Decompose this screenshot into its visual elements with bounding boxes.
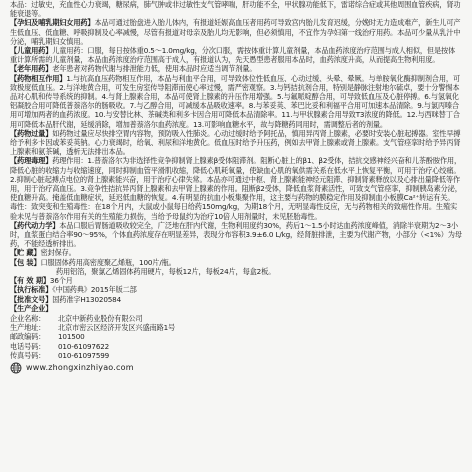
validity-value: 36个月 [49, 276, 73, 286]
standard-section [10, 285, 462, 294]
packaging-section [10, 258, 462, 276]
interactions-section [10, 74, 462, 129]
storage-value: 密封保存。 [40, 248, 76, 258]
pregnancy-text: 本品可通过胎盘进入胎儿体内，有报道妊娠高血压者用药可导致宫内胎儿发育迟缓，分娩时无力造成难产，新生儿可产生低血压、低血糖、呼吸抑制及心率减慢，尽管有报道对母亲及胎儿均无影响，但必须慎用，不宜作为孕妇第一线治疗用药。本品可少量从乳汁中分泌，哺乳期妇女慎用。 [10, 18, 461, 46]
storage-label: 【贮 藏】 [10, 248, 41, 258]
children-text: 儿童用药：口服，每日按体重0.5～1.0mg/kg，分次口服，需按体重计算儿童剂量，本品血药浓度治疗范围与成人相似，但是按体重计算所需的儿童剂量，本品血药浓度治疗范围高于成人，有报道认为，先天愚型患者服用本品时，血药浓度升高，从而提高生物利用度。 [10, 46, 456, 65]
phone-value: 010-61097622 [58, 341, 110, 351]
phone-key: 电话号码： [10, 341, 46, 351]
postcode-key: 邮政编码： [10, 332, 46, 342]
elderly-text: 老年患者对药物代谢与排泄能力低，使用本品时应适当调节剂量。 [52, 64, 257, 74]
toxicity-section [10, 202, 462, 220]
website-link[interactable]: www.zhongxinzhiyao.com [26, 363, 134, 373]
overdose-text: 如药物过量应尽快排空胃内容物，预防吸入性肺炎。心动过缓时给予阿托品，慎用异丙肾上腺素，必要时安装心脏起搏器。室性早搏给予利多卡因或苯妥英钠。心力衰竭时，给氧、利尿和洋地黄化。低血压时给予升压药，例如去甲肾上腺素或肾上腺素。支气管痉挛时给予异丙肾上腺素和氨茶碱，透析无法排出本品。 [10, 128, 461, 157]
pharmacology-section [10, 156, 462, 202]
packaging-value: 口服固体药用高密度聚乙烯瓶，100片/瓶。 [40, 257, 176, 267]
interactions-text: 1.与抗高血压药物相互作用，本品与利血平合用，可导致体位性低血压、心动过缓、头晕、晕厥。与单胺氧化酶抑制剂合用，可致极度低血压。2.与洋地黄合用，可发生房室传导阻滞而使心率过慢，需严密观察。3.与钙拮抗剂合用，特别是静脉注射地尔硫卓，要十分警惕本品对心肌和传导系统的抑制。4.与肾上腺素合用，本品可使肾上腺素的升压作用增强。5.与氟哌啶醇合用，可导致低血压及心脏停搏。6.与氢氧化铝凝胶合用可降低普萘洛尔的肠吸收。7.与乙醇合用，可减缓本品吸收速率。8.与苯妥英、苯巴比妥和利福平合用可加速本品清除。9.与氯丙嗪合用可增加两者的血药浓度。10.与安替比林、茶碱类和利多卡因合用可降低本品清除率。11.与甲状腺素合用导致T3浓度的降低。12.与西咪替丁合用可降低本品肝代谢，延缓消除，增加普萘洛尔血药浓度。13.可影响血糖水平，故与降糖药同用时，需调整后者的剂量。 [10, 73, 460, 129]
pharmacology-label: 【药理毒理】 [10, 156, 53, 166]
packaging-value-2: 药用铝箔，聚氯乙烯固体药用硬片，每板12片，每板24片，每盒2板。 [56, 266, 276, 276]
standard-label: 【执行标准】 [10, 285, 53, 295]
overdose-label: 【药物过量】 [10, 128, 53, 138]
address-row [10, 323, 462, 332]
toxicity-text: 毒性：致突变和生殖毒性：在18个月内，大鼠或小鼠每日给药150mg/kg，为期18个月，无明显毒性反应，无与药物相关的致癌性作用。生殖实验未见与普萘洛尔作用有关的生殖能力损伤，当给予母鼠约为治疗10倍人用剂量时，未见胚胎毒性。 [10, 202, 458, 221]
elderly-label: 【老年用药】 [10, 64, 53, 74]
intro-paragraph: 本品：过敏史，充血性心力衰竭，糖尿病，肺气肿或非过敏性支气管哮喘，肝功能不全，甲状腺功能低下，雷诺综合症或其他周围血管疾病，肾功能衰退等。 [10, 0, 461, 19]
pharmacokinetics-text: 本品口服后胃肠道吸收较完全，广泛地在肝内代谢，生物利用度约30%，药后1～1.5小时达血药浓度峰值，消除半衰期为2～3小时，血浆蛋白结合率90～95%，个体血药浓度存在明显差异，表现分布容积3.9±6.0 L/kg，经肾脏排泄，主要为代谢产物，小部分（<1%）为母药，不能经透析排出。 [10, 220, 462, 249]
elderly-section [10, 64, 462, 73]
manufacturer-details [10, 314, 462, 374]
interactions-label: 【药物相互作用】 [10, 73, 67, 83]
postcode-value: 101500 [58, 332, 85, 342]
children-label: 【儿童用药】 [10, 46, 53, 56]
address-value: 北京市密云区经济开发区兴盛南路1号 [58, 323, 176, 333]
website-row [10, 362, 462, 374]
validity-label: 【有 效 期】 [10, 276, 50, 286]
fax-row [10, 351, 462, 360]
phone-row [10, 342, 462, 351]
postcode-row [10, 332, 462, 341]
pharmacology-text: 药理作用：1.普萘洛尔为非选择性竞争抑制肾上腺素β受体阻滞剂。阻断心脏上的β1、β2受体，拮抗交感神经兴奋和儿茶酚胺作用，降低心脏的收缩力与收缩速度，同时抑制血管平滑肌收缩，降低心肌耗氧量，使缺血心肌的氧供需关系在低水平上恢复平衡，可用于治疗心绞痛。2.抑制心脏起搏点电位的肾上腺素能兴奋，用于治疗心律失常。本品亦可通过中枢、肾上腺素能神经元阻滞、抑制肾素释放以及心排出量降低等作用，用于治疗高血压。3.竞争性拮抗异丙肾上腺素和去甲肾上腺素的作用。阻断β2受体，降低血浆肾素活性，可致支气管痉挛，抑制胰岛素分泌，使血糖升高。掩盖低血糖症状，延迟低血糖的恢复。4.有明显的抗血小板集聚作用，这主要与药物的膜稳定作用及抑制血小板膜Ca²⁺转运有关。 [10, 156, 462, 203]
manufacturer-label: 【生产企业】 [10, 303, 53, 313]
manufacturer-section [10, 304, 462, 313]
globe-icon [10, 362, 22, 374]
address-key: 生产地址： [10, 323, 46, 333]
pregnancy-label: 【孕妇及哺乳期妇女用药】 [10, 18, 95, 28]
fax-value: 010-61097599 [58, 350, 110, 360]
company-value: 北京中新药业股份有限公司 [58, 313, 143, 323]
pharmacokinetics-section [10, 221, 462, 249]
children-section [10, 46, 462, 64]
standard-value: 《中国药典》2015年版二部 [52, 285, 137, 295]
company-key: 企业名称： [10, 313, 46, 323]
company-row [10, 314, 462, 323]
overdose-section [10, 129, 462, 157]
storage-section [10, 248, 462, 257]
fax-key: 传真号码： [10, 350, 46, 360]
pharmacokinetics-label: 【药代动力学】 [10, 220, 60, 230]
pregnancy-section [10, 18, 462, 46]
packaging-label: 【包 装】 [10, 257, 41, 267]
validity-section [10, 276, 462, 285]
approval-label: 【批准文号】 [10, 294, 53, 304]
approval-section [10, 295, 462, 304]
approval-value: 国药准字H13020584 [52, 294, 122, 304]
